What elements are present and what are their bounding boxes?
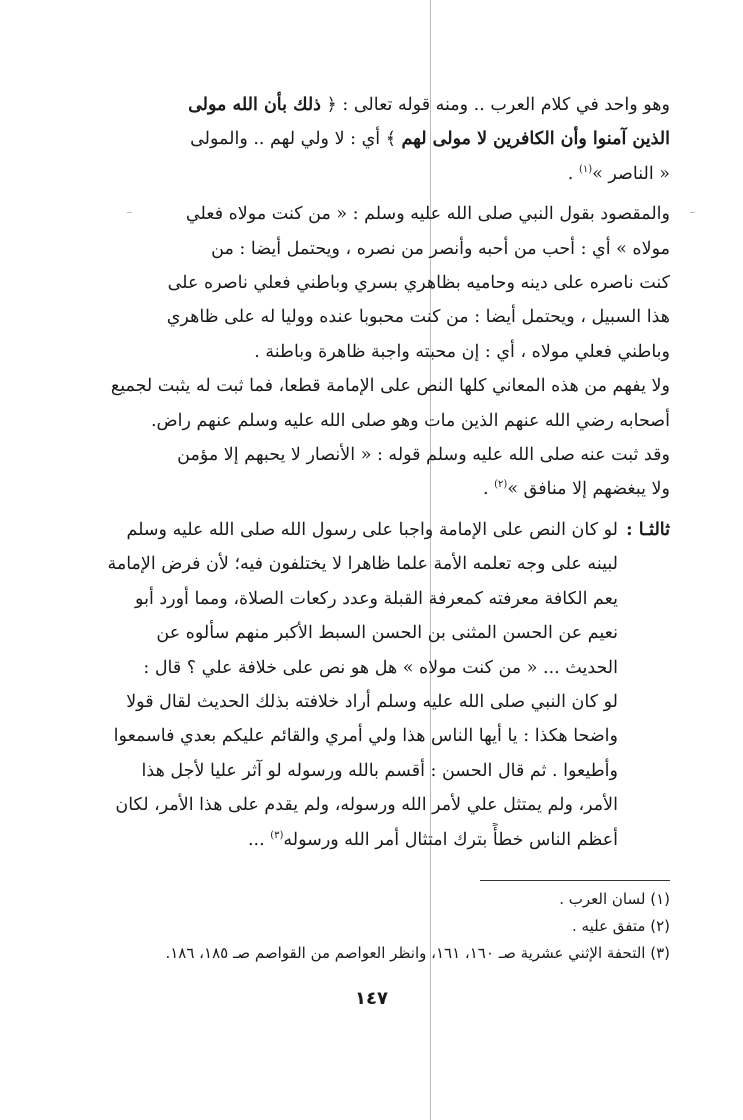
scan-mark: [690, 212, 695, 213]
quran-verse: ذلك بأن الله مولى: [188, 95, 321, 115]
text-line: [40, 122, 670, 156]
text-line: [40, 685, 618, 719]
text-line: [40, 88, 670, 122]
text-run: والمقصود بقول النبي صلى الله عليه وسلم : « من كنت مولاه فعلي: [185, 204, 670, 225]
text-line: [40, 582, 618, 616]
page-number: ١٤٧: [355, 988, 388, 1009]
text-run: وهو واحد في كلام العرب .. ومنه قوله تعالى : ﴿: [320, 95, 670, 115]
text-line: [40, 823, 618, 857]
quran-verse: الذين آمنوا وأن الكافرين لا مولى لهم: [401, 129, 670, 150]
text-line: [40, 651, 618, 685]
text-run: .: [567, 163, 579, 184]
page-body: [40, 88, 670, 857]
text-run: أعظم الناس خطأً بترك امتثال أمر الله ورسوله: [283, 829, 618, 850]
text-line: [40, 300, 670, 334]
footnote-3: (٣) التحفة الإثني عشرية صـ ١٦٠، ١٦١، وانظر العواصم من القواصم صـ ١٨٥، ١٨٦.: [165, 944, 670, 962]
text-run: ولا يفهم من هذه المعاني كلها النص على الإمامة قطعا، فما ثبت له يثبت لجميع: [110, 376, 670, 397]
text-line: [40, 754, 618, 788]
footnote-separator: [480, 880, 670, 881]
text-line: [40, 266, 670, 300]
text-line: [40, 157, 670, 191]
text-run: ...: [247, 829, 271, 850]
paragraph: [40, 88, 670, 191]
text-run: مولاه » أي : أحب من أحبه وأنصر من نصره ، ويحتمل أيضا : من: [211, 238, 670, 259]
text-line: [40, 404, 670, 438]
text-run: « الناصر »: [592, 163, 670, 184]
section-label: ثالثـا :: [626, 519, 670, 540]
text-line: [40, 197, 670, 231]
text-line: [40, 719, 618, 753]
footnote-ref: (٣): [270, 829, 284, 841]
text-run: ولا يبغضهم إلا منافق »: [507, 479, 670, 500]
paragraph: [40, 197, 670, 369]
text-run: وأطيعوا . ثم قال الحسن : أقسم بالله ورسوله لو آثر عليا لأجل هذا: [141, 760, 618, 781]
text-line: [40, 513, 618, 547]
text-run: أصحابه رضي الله عنهم الذين مات وهو صلى الله عليه وسلم عنهم راض.: [150, 410, 670, 431]
text-run: واضحا هكذا : يا أيها الناس هذا ولي أمري والقائم عليكم بعدي فاسمعوا: [113, 726, 618, 747]
section-body: [40, 513, 618, 857]
text-line: [40, 788, 618, 822]
text-line: [40, 616, 618, 650]
text-run: هذا السبيل ، ويحتمل أيضا : من كنت محبوبا عنده ووليا له على ظاهري: [166, 307, 670, 328]
footnote-ref: (١): [578, 163, 593, 175]
text-run: لو كان النص على الإمامة واجبا على رسول الله صلى الله عليه وسلم: [126, 519, 618, 540]
text-run: يعم الكافة معرفته كمعرفة القبلة وعدد ركعات الصلاة، ومما أورد أبو: [135, 588, 618, 609]
text-run: .: [483, 479, 495, 500]
text-run: الأمر، ولم يمتثل علي لأمر الله ورسوله، ولم يقدم على هذا الأمر، لكان: [115, 795, 618, 816]
text-line: [40, 232, 670, 266]
paragraph: [40, 438, 670, 507]
footnote-2: (٢) متفق عليه .: [572, 917, 670, 935]
section-third: [40, 513, 670, 857]
text-line: [40, 547, 618, 581]
body-text: [40, 88, 670, 513]
text-run: كنت ناصره على دينه وحاميه بظاهري بسري وباطني فعلي ناصره على: [167, 273, 670, 294]
text-run: لو كان النبي صلى الله عليه وسلم أراد خلافته بذلك الحديث لقال قولا: [126, 691, 618, 712]
text-run: لبينه على وجه تعلمه الأمة علما ظاهرا لا يختلفون فيه؛ لأن فرض الإمامة: [107, 554, 618, 575]
footnote-ref: (٢): [494, 479, 508, 491]
text-line: [40, 369, 670, 403]
text-line: [40, 472, 670, 506]
text-run: الحديث ... « من كنت مولاه » هل هو نص على خلافة علي ؟ قال :: [143, 657, 618, 678]
text-run: ﴾ أي : لا ولي لهم .. والمولى: [190, 129, 402, 150]
footnote-1: (١) لسان العرب .: [559, 890, 670, 908]
paragraph: [40, 369, 670, 438]
text-line: [40, 335, 670, 369]
text-run: وباطني فعلي مولاه ، أي : إن محبته واجبة ظاهرة وباطنة .: [254, 341, 670, 362]
text-run: وقد ثبت عنه صلى الله عليه وسلم قوله : « الأنصار لا يحبهم إلا مؤمن: [177, 445, 670, 466]
text-run: نعيم عن الحسن المثنى بن الحسن السبط الأكبر منهم سألوه عن: [156, 623, 618, 644]
text-line: [40, 438, 670, 472]
